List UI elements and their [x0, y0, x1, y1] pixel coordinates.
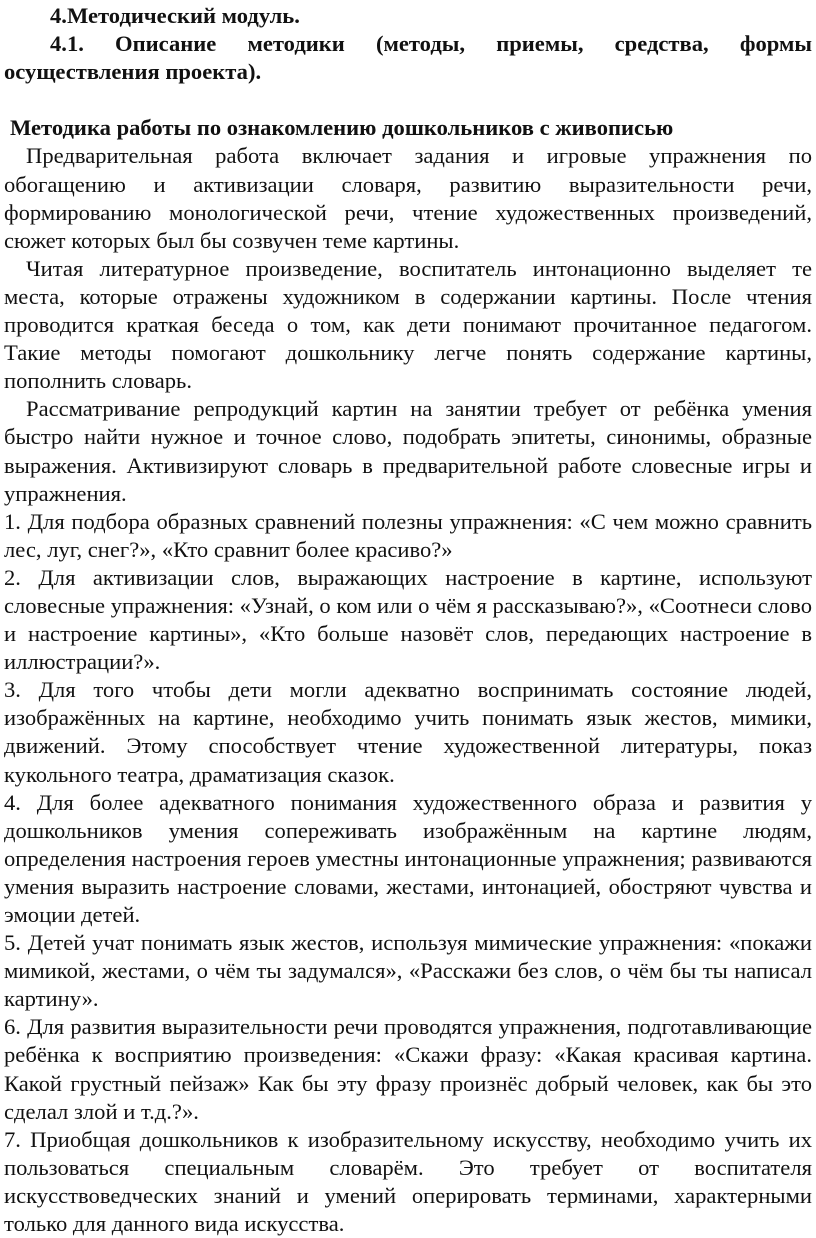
- list-item-3: 3. Для того чтобы дети могли адекватно воспринимать состояние людей, изображённых на картине, необходимо учить понимать язык жестов, мимики, движений. Этому способствует чтение художественной литературы, показ кукольного театра, драматизация сказок.: [4, 677, 812, 787]
- document-page: [4, 2, 812, 1238]
- paragraph-reading: Читая литературное произведение, воспитатель интонационно выделяет те места, которые отражены художником в содержании картины. После чтения проводится краткая беседа о том, как дети понимают прочитанное педагогом. Такие методы помогают дошкольнику легче понять содержание картины, пополнить словарь.: [4, 255, 812, 394]
- list-item-1: 1. Для подбора образных сравнений полезны упражнения: «С чем можно сравнить лес, луг, снег?», «Кто сравнит более красиво?»: [4, 508, 812, 562]
- module-heading: 4.Методический модуль.: [50, 3, 300, 28]
- blank-line: [4, 86, 812, 114]
- list-item-5: 5. Детей учат понимать язык жестов, используя мимические упражнения: «покажи мимикой, жестами, о чём ты задумался», «Расскажи без слов, о чём бы ты написал картину».: [4, 930, 812, 1012]
- list-item-4: 4. Для более адекватного понимания художественного образа и развития у дошкольников умения сопереживать изображённым на картине людям, определения настроения героев уместны интонационные упражнения; развиваются умения выразить настроение словами, жестами, интонацией, обостряют чувства и эмоции детей.: [4, 789, 812, 927]
- section-heading: 4.1. Описание методики (методы, приемы, средства, формы осуществления проекта).: [4, 31, 812, 85]
- paragraph-reproductions: Рассматривание репродукций картин на занятии требует от ребёнка умения быстро найти нужное и точное слово, подобрать эпитеты, синонимы, образные выражения. Активизируют словарь в предварительной работе словесные игры и упражнения.: [4, 396, 812, 506]
- list-item-2: 2. Для активизации слов, выражающих настроение в картине, используют словесные упражнения: «Узнай, о ком или о чём я рассказываю?», «Соотнеси слово и настроение картины», «Кто больше назовёт слов, передающих настроение в иллюстрации?».: [4, 564, 812, 675]
- paragraph-preliminary-work: Предварительная работа включает задания и игровые упражнения по обогащению и активизации словаря, развитию выразительности речи, формированию монологической речи, чтение художественных произведений, сюжет которых был бы созвучен теме картины.: [4, 143, 812, 253]
- list-item-6: 6. Для развития выразительности речи проводятся упражнения, подготавливающие ребёнка к восприятию произведения: «Скажи фразу: «Какая красивая картина. Какой грустный пейзаж» Как бы эту фразу произнёс добрый человек, как бы это сделал злой и т.д.?».: [4, 1014, 812, 1124]
- list-item-7: 7. Приобщая дошкольников к изобразительному искусству, необходимо учить их пользоваться специальным словарём. Это требует от воспитателя искусствоведческих знаний и умений оперировать терминами, характерными только для данного вида искусства.: [4, 1126, 812, 1237]
- method-heading: Методика работы по ознакомлению дошкольников с живописью: [10, 115, 674, 141]
